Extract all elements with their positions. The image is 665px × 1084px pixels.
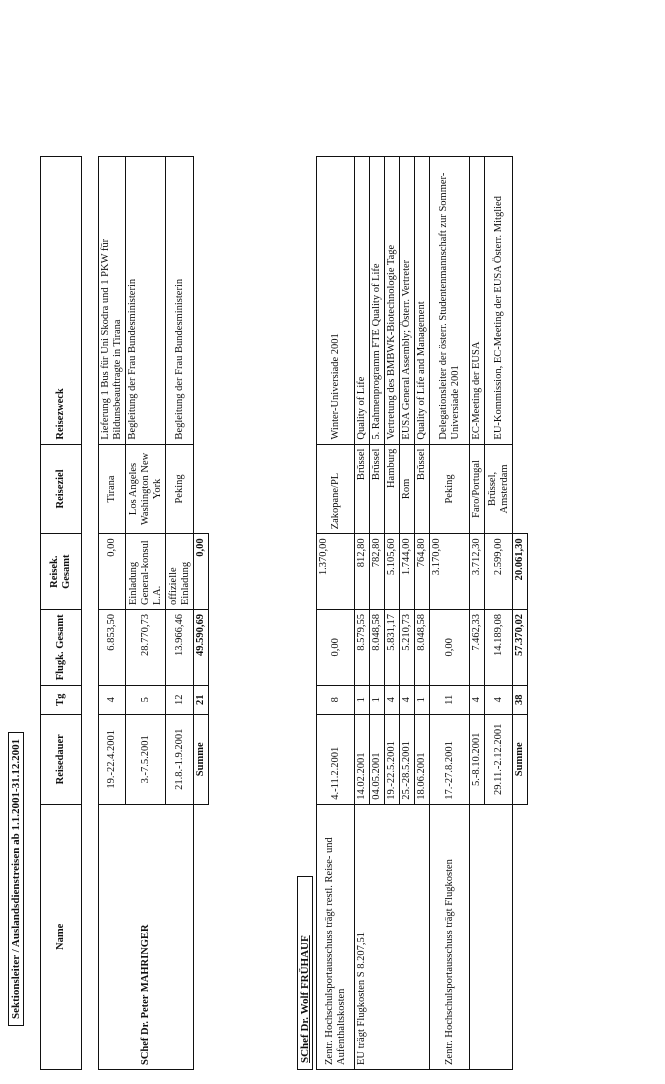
header-reisedauer: Reisedauer — [41, 714, 82, 804]
cell-flugk: 7.462,33 — [470, 610, 485, 686]
cell-reiseziel: Hamburg — [385, 444, 400, 534]
cell-reisedauer: 04.05.2001 — [370, 714, 385, 804]
cell-reisek: Einladung General-konsul L.A. — [126, 534, 166, 610]
header-reisezweck: Reisezweck — [41, 157, 82, 445]
cell-reiseziel: Brüssel — [415, 444, 430, 534]
cell-reisezweck: Winter-Universiade 2001 — [317, 157, 355, 445]
fruehauf-table — [316, 156, 528, 1070]
cell-reiseziel: Peking — [166, 444, 194, 534]
cell-reisek: 3.170,00 — [430, 534, 470, 610]
cell-flugk: 8.048,58 — [415, 610, 430, 686]
sum-flugk: 57.370,02 — [513, 610, 528, 686]
sum-flugk: 49.590,69 — [194, 610, 209, 686]
cell-tg: 12 — [166, 685, 194, 714]
cell-reisedauer: 18.06.2001 — [415, 714, 430, 804]
cell-reisedauer: 21.8.-1.9.2001 — [166, 714, 194, 804]
cell-flugk: 8.579,55 — [355, 610, 370, 686]
cell-reiseziel: Rom — [400, 444, 415, 534]
cell-reisek: 2.599,00 — [485, 534, 513, 610]
sum-label: Summe — [513, 714, 528, 804]
header-tg: Tg — [41, 685, 82, 714]
cell-reisedauer: 14.02.2001 — [355, 714, 370, 804]
cell-reisek: 0,00 — [99, 534, 126, 610]
cell-reisezweck: Vertretung des BMBWK-Biotechnologie Tage — [385, 157, 400, 445]
cell-reisek: 3.712,30 — [470, 534, 485, 610]
cell-reisezweck: Begleitung der Frau Bundesministerin — [126, 157, 166, 445]
cell-name — [470, 804, 513, 1069]
cell-reisezweck: 5. Rahmenprogramm FTE Quality of Life — [370, 157, 385, 445]
header-flugk: Flugk. Gesamt — [41, 610, 82, 686]
cell-reisek: 782,80 — [370, 534, 385, 610]
cell-reiseziel: Brüssel, Amsterdam — [485, 444, 513, 534]
cell-reisezweck: Lieferung 1 Bus für Uni Skodra und 1 PKW für Bildunsbeauftragte in Tirana — [99, 157, 126, 445]
table-row — [470, 157, 485, 1070]
document-title: Sektionsleiter / Auslandsdienstreisen ab 1.1.2001-31.12.2001 — [8, 732, 24, 1026]
header-row — [41, 157, 82, 1070]
cell-tg: 1 — [355, 685, 370, 714]
cell-flugk: 0,00 — [430, 610, 470, 686]
cell-reisezweck: Delegationsleiter der österr. Studentenmannschaft zur Sommer-Universiade 2001 — [430, 157, 470, 445]
cell-reiseziel: Brüssel — [355, 444, 370, 534]
cell-flugk: 6.853,50 — [99, 610, 126, 686]
cell-reisek: 812,80 — [355, 534, 370, 610]
cell-reisek: 1.744,00 — [400, 534, 415, 610]
cell-reisedauer: 25.-28.5.2001 — [400, 714, 415, 804]
table-row — [355, 157, 370, 1070]
cell-reiseziel: Peking — [430, 444, 470, 534]
person-name: SChef Dr. Peter MAHRINGER — [99, 804, 194, 1069]
cell-tg: 8 — [317, 685, 355, 714]
cell-reisedauer: 19.-22.4.2001 — [99, 714, 126, 804]
cell-tg: 4 — [385, 685, 400, 714]
sum-tg: 38 — [513, 685, 528, 714]
cell-name: Zentr. Hochschulsportausschuss trägt restl. Reise- und Aufenthaltskosten — [317, 804, 355, 1069]
cell-reisezweck: EU-Kommission, EC-Meeting der EUSA Österr. Mitglied — [485, 157, 513, 445]
sum-label: Summe — [194, 714, 209, 804]
table-row — [430, 157, 470, 1070]
cell-reisedauer: 19.-22.5.2001 — [385, 714, 400, 804]
sum-row — [513, 157, 528, 1070]
cell-reiseziel: Los Angeles Washington New York — [126, 444, 166, 534]
cell-reisedauer: 5.-8.10.2001 — [470, 714, 485, 804]
cell-tg: 4 — [485, 685, 513, 714]
cell-reisezweck: EC-Meeting der EUSA — [470, 157, 485, 445]
cell-reisedauer: 29.11.-2.12.2001 — [485, 714, 513, 804]
person-name-fruehauf: SChef Dr. Wolf FRÜHAUF — [297, 876, 313, 1070]
sum-row — [194, 157, 209, 1070]
cell-reisezweck: Quality of Life — [355, 157, 370, 445]
cell-flugk: 0,00 — [317, 610, 355, 686]
sum-reisek: 0,00 — [194, 534, 209, 610]
cell-flugk: 8.048,58 — [370, 610, 385, 686]
cell-flugk: 5.210,73 — [400, 610, 415, 686]
header-name: Name — [41, 804, 82, 1069]
cell-reisedauer: 3.-7.5.2001 — [126, 714, 166, 804]
header-reiseziel: Reiseziel — [41, 444, 82, 534]
cell-reisek: 1.370,00 — [317, 534, 355, 610]
mahringer-table — [98, 156, 209, 1070]
cell-flugk: 28.770,73 — [126, 610, 166, 686]
cell-tg: 1 — [415, 685, 430, 714]
table-row — [99, 157, 126, 1070]
cell-reiseziel: Faro/Portugal — [470, 444, 485, 534]
cell-tg: 1 — [370, 685, 385, 714]
cell-reiseziel: Zakopane/PL — [317, 444, 355, 534]
cell-reiseziel: Tirana — [99, 444, 126, 534]
cell-reisek: 764,80 — [415, 534, 430, 610]
table-row — [317, 157, 355, 1070]
cell-reisek: offizielle Einladung — [166, 534, 194, 610]
cell-name: Zentr. Hochschulsportausschuss trägt Flugkosten — [430, 804, 470, 1069]
cell-reisek: 5.105,60 — [385, 534, 400, 610]
cell-tg: 5 — [126, 685, 166, 714]
cell-reisedauer: 4.-11.2.2001 — [317, 714, 355, 804]
cell-reisezweck: EUSA General Assembly; Österr. Vertreter — [400, 157, 415, 445]
cell-flugk: 13.966,46 — [166, 610, 194, 686]
cell-tg: 4 — [99, 685, 126, 714]
cell-flugk: 14.189,08 — [485, 610, 513, 686]
cell-tg: 11 — [430, 685, 470, 714]
sum-reisek: 20.061,30 — [513, 534, 528, 610]
cell-reisezweck: Begleitung der Frau Bundesministerin — [166, 157, 194, 445]
column-header-table — [40, 156, 82, 1070]
cell-reisedauer: 17.-27.8.2001 — [430, 714, 470, 804]
cell-flugk: 5.831,17 — [385, 610, 400, 686]
cell-tg: 4 — [470, 685, 485, 714]
cell-tg: 4 — [400, 685, 415, 714]
header-reisek: Reisek. Gesamt — [41, 534, 82, 610]
sum-tg: 21 — [194, 685, 209, 714]
cell-reisezweck: Quality of Life and Management — [415, 157, 430, 445]
cell-name: EU trägt Flugkosten S 8.207,51 — [355, 804, 430, 1069]
cell-reiseziel: Brüssel — [370, 444, 385, 534]
